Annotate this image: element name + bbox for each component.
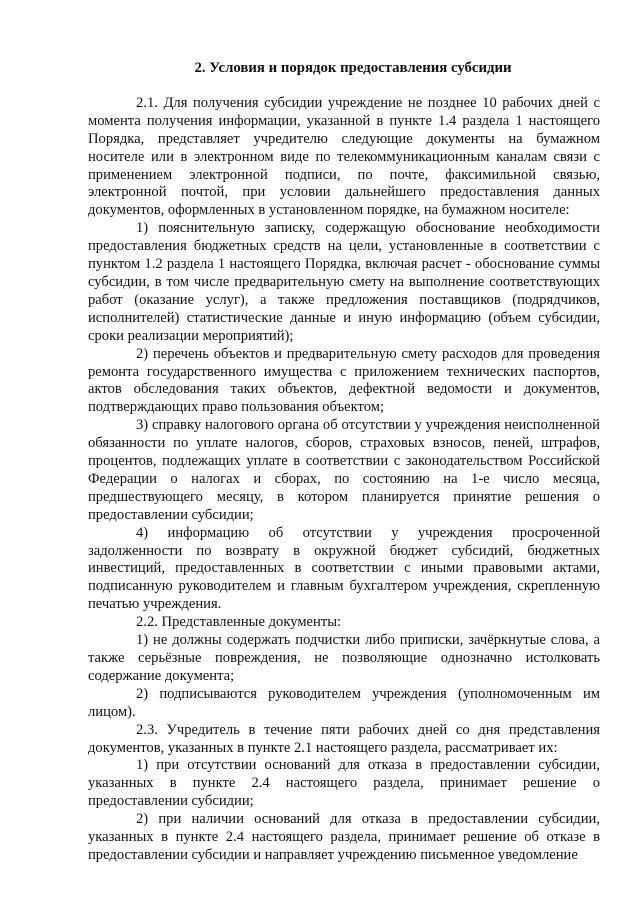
paragraph-2-3: 2.3. Учредитель в течение пяти рабочих дней со дня представления документов, указанных в пункте 2.1 настоящего раздела, рассматривает их:	[88, 721, 600, 756]
list-item-2-1-2: 2) перечень объектов и предварительную смету расходов для проведения ремонта государственного имущества с приложением технических паспортов, актов обследования таких объектов, дефектной ведомости и документов, подтверждающих право пользования объектом;	[88, 345, 600, 416]
list-item-2-3-1: 1) при отсутствии оснований для отказа в предоставлении субсидии, указанных в пункте 2.4 настоящего раздела, принимает решение о предоставлении субсидии;	[88, 757, 600, 810]
section-heading: 2. Условия и порядок предоставления субсидии	[194, 60, 512, 76]
document-page	[88, 60, 600, 865]
paragraph-2-2: 2.2. Представленные документы:	[136, 614, 342, 631]
list-item-2-2-1: 1) не должны содержать подчистки либо приписки, зачёркнутые слова, а также серьёзные повреждения, не позволяющие однозначно истолковать содержание документа;	[88, 632, 600, 684]
paragraph-2-1: 2.1. Для получения субсидии учреждение не позднее 10 рабочих дней с момента получения информации, указанной в пункте 1.4 раздела 1 настоящего Порядка, представляет учредителю следующие документы на бумажном носителе или в электронном виде по телекоммуникационным каналам связи с применением электронной подписи, по почте, факсимильной связью, электронной почтой, при условии дальнейшего предоставления данных документов, оформленных в установленном порядке, на бумажном носителе:	[88, 94, 600, 219]
list-item-2-3-2: 2) при наличии оснований для отказа в предоставлении субсидии, указанных в пункте 2.4 настоящего раздела, принимает решение об отказе в предоставлении субсидии и направляет учреждению письменное уведомление	[88, 811, 600, 863]
list-item-2-2-2: 2) подписываются руководителем учреждения (уполномоченным им лицом).	[88, 685, 600, 720]
list-item-2-1-4: 4) информацию об отсутствии у учреждения просроченной задолженности по возврату в окружной бюджет субсидий, бюджетных инвестиций, предоставленных в соответствии с иными правовыми актами, подписанную руководителем и главным бухгалтером учреждения, скрепленную печатью учреждения.	[88, 524, 600, 613]
list-item-2-1-3: 3) справку налогового органа об отсутствии у учреждения неисполненной обязанности по уплате налогов, сборов, страховых взносов, пеней, штрафов, процентов, подлежащих уплате в соответствии с законодательством Российской Федерации о налогах и сборах, по состоянию на 1-е число месяца, предшествующего месяцу, в котором планируется принятие решения о предоставлении субсидии;	[88, 417, 600, 523]
list-item-2-1-1: 1) пояснительную записку, содержащую обоснование необходимости предоставления бюджетных средств на цели, установленные в соответствии с пунктом 1.2 раздела 1 настоящего Порядка, включая расчет - обоснование суммы субсидии, в том числе предварительную смету на выполнение соответствующих работ (оказание услуг), а также предложения поставщиков (подрядчиков, исполнителей) статистические данные и иную информацию (объем субсидии, сроки реализации мероприятий);	[88, 220, 600, 344]
